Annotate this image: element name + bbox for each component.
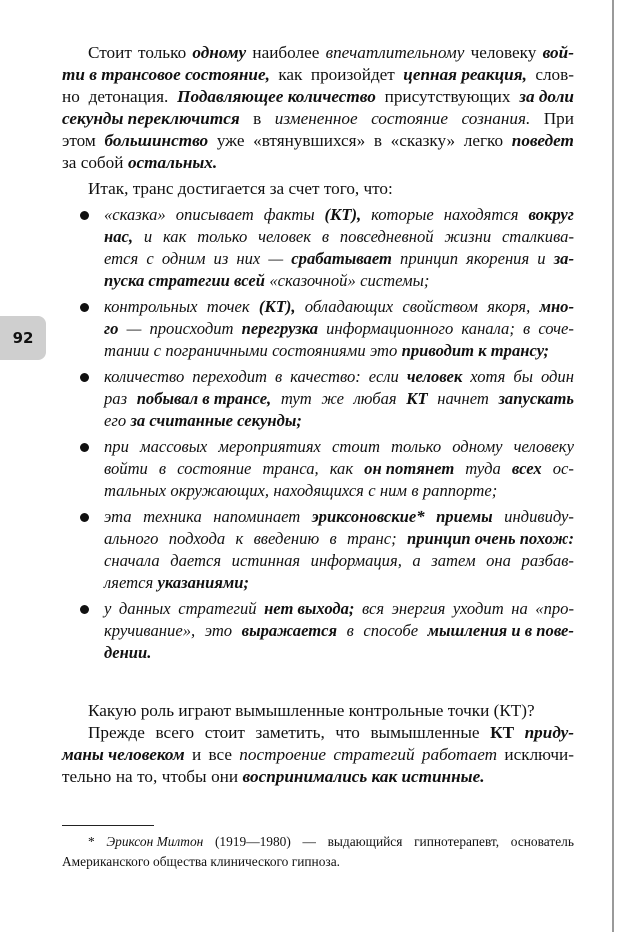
word: как	[329, 459, 354, 478]
bullet-line	[104, 340, 574, 362]
paragraph-line	[62, 766, 574, 788]
word: Стоит	[88, 43, 132, 62]
word: разбав-	[521, 551, 574, 570]
word: из	[213, 249, 229, 268]
word: системы;	[360, 271, 430, 290]
word: срабатывает	[291, 249, 392, 268]
word: мероприятиях	[218, 437, 321, 456]
word: дается	[170, 551, 222, 570]
word: состояние	[371, 109, 449, 128]
word: повседневной	[339, 227, 434, 246]
word: истинная	[231, 551, 301, 570]
word: она	[486, 551, 511, 570]
word: факты	[263, 205, 315, 224]
word: заметить,	[255, 723, 325, 742]
word: только	[391, 437, 442, 456]
word: находятся	[443, 205, 519, 224]
word: тельно	[62, 767, 112, 786]
word: за-	[553, 249, 574, 268]
word: данных	[118, 599, 171, 618]
word: ется	[104, 249, 139, 268]
bullet-line	[104, 572, 574, 594]
word: состояние	[177, 459, 252, 478]
paragraph-line	[62, 64, 574, 86]
word: уходит	[452, 599, 504, 618]
word: «про-	[535, 599, 574, 618]
word: (КТ),	[324, 205, 362, 224]
word: с	[153, 341, 161, 360]
word: что	[335, 723, 360, 742]
word: якорения	[466, 249, 530, 268]
word: к	[235, 529, 244, 548]
word: мышления и в пове-	[427, 621, 574, 640]
word: При	[543, 109, 574, 128]
word: «сказка»	[104, 205, 166, 224]
word: выдающийся	[327, 834, 403, 849]
word: якоря,	[487, 297, 531, 316]
word: ти в трансовое состояние,	[62, 65, 270, 84]
word: основатель	[510, 834, 574, 849]
word: построение	[239, 745, 327, 764]
word: транс;	[346, 529, 397, 548]
bullet-line	[104, 270, 574, 292]
word: работает	[421, 745, 498, 764]
word: в	[253, 109, 262, 128]
bullet-line	[104, 528, 574, 550]
bullet-line	[104, 410, 574, 432]
word: приду-	[524, 723, 574, 742]
word: —	[302, 834, 316, 849]
word: указаниями;	[157, 573, 250, 592]
bullet-line	[104, 506, 574, 528]
word: находящихся	[273, 481, 364, 500]
word: пуска стратегии всей	[104, 271, 265, 290]
bullet-dot	[80, 443, 89, 452]
word: человеку	[513, 437, 574, 456]
word: в	[411, 481, 419, 500]
word: и	[191, 745, 202, 764]
word: го	[104, 319, 119, 338]
word: вой-	[542, 43, 574, 62]
word: дении.	[104, 643, 152, 662]
word: чтобы	[161, 767, 207, 786]
word: нас,	[104, 227, 134, 246]
word: и	[143, 227, 153, 246]
word: цепная реакция,	[403, 65, 527, 84]
word: подхода	[168, 529, 226, 548]
paragraph-line	[62, 152, 574, 174]
word: это	[369, 341, 398, 360]
word: всего	[155, 723, 195, 742]
page-number-tab	[0, 316, 46, 360]
question-line: Какую роль играют вымышленные контрольные точки (КТ)?	[88, 701, 535, 720]
word: кручивание»,	[104, 621, 196, 640]
word: за считанные секунды;	[130, 411, 302, 430]
paragraph-line	[88, 42, 574, 64]
word: Прежде	[88, 723, 145, 742]
word: выражается	[241, 621, 338, 640]
word: побывал в трансе,	[136, 389, 272, 408]
word: же	[321, 389, 344, 408]
word: это	[204, 621, 233, 640]
word: наиболее	[252, 43, 320, 62]
word: измененное	[274, 109, 358, 128]
bullet-line	[104, 458, 574, 480]
bullet-line	[104, 550, 574, 572]
word: напоминает	[213, 507, 301, 526]
word: но	[62, 87, 80, 106]
word: его	[104, 411, 127, 430]
word: способе	[363, 621, 419, 640]
word: в	[373, 131, 382, 150]
word: КТ	[490, 723, 515, 742]
word: как	[162, 227, 187, 246]
word: (1919—1980)	[214, 834, 291, 849]
word: в	[321, 227, 330, 246]
word: стратегий	[178, 599, 257, 618]
word: приводит к трансу;	[401, 341, 549, 360]
word: «сказочной»	[269, 271, 356, 290]
bullet-line	[104, 296, 574, 318]
word: —	[126, 319, 142, 338]
word: обладающих	[304, 297, 394, 316]
word: приемы	[436, 507, 493, 526]
word: этом	[62, 131, 96, 150]
bullet-dot	[80, 513, 89, 522]
word: гипнотерапевт,	[414, 834, 500, 849]
word: Эриксон Милтон	[106, 834, 204, 849]
word: присутствующих	[384, 87, 511, 106]
footnote-line	[62, 853, 574, 871]
word: на	[511, 599, 528, 618]
word: описывает	[175, 205, 254, 224]
word: начнет	[437, 389, 489, 408]
word: эта	[104, 507, 132, 526]
word: ним	[379, 481, 408, 500]
word: у	[104, 599, 112, 618]
word: всех	[511, 459, 542, 478]
word: он потянет	[364, 459, 455, 478]
word: воспринимались как истинные.	[242, 767, 485, 786]
word: Подавляющее количество	[177, 87, 376, 106]
word: принцип очень похож:	[407, 529, 574, 548]
bullet-line	[104, 248, 574, 270]
word: качество:	[290, 367, 361, 386]
word: одним	[161, 249, 206, 268]
bullet-dot	[80, 303, 89, 312]
word: контрольных	[104, 297, 198, 316]
bullet-dot	[80, 605, 89, 614]
word: и	[537, 249, 546, 268]
word: жизни	[444, 227, 492, 246]
paragraph-line	[62, 108, 574, 130]
word: точек	[206, 297, 250, 316]
word: (КТ),	[258, 297, 296, 316]
word: стоит	[204, 723, 245, 742]
word: человеку	[470, 43, 537, 62]
word: сочe-	[538, 319, 574, 338]
word: любая	[353, 389, 397, 408]
word: пограничными	[165, 341, 268, 360]
paragraph-line	[62, 744, 574, 766]
paragraph-line	[62, 130, 574, 152]
word: состояниями	[272, 341, 366, 360]
word: техника	[143, 507, 202, 526]
word: тании	[104, 341, 150, 360]
word: в	[275, 367, 283, 386]
word: индивиду-	[504, 507, 574, 526]
word: все	[208, 745, 232, 764]
word: Американского общества клинического гипноза.	[62, 854, 340, 869]
word: если	[368, 367, 399, 386]
word: ального	[104, 529, 159, 548]
bullet-line	[104, 318, 574, 340]
word: *	[88, 834, 95, 849]
word: «втянувшихся»	[253, 131, 366, 150]
word: них	[236, 249, 261, 268]
paragraph-line	[62, 86, 574, 108]
word: маны человеком	[62, 745, 185, 764]
word: хотя	[470, 367, 506, 386]
word: раппорте;	[422, 481, 498, 500]
word: детонация.	[88, 87, 169, 106]
word: секунды переключится	[62, 109, 240, 128]
word: только	[197, 227, 248, 246]
word: происходит	[149, 319, 234, 338]
word: введению	[253, 529, 320, 548]
bullet-line	[104, 388, 574, 410]
word: транса,	[262, 459, 319, 478]
word: перегрузка	[241, 319, 318, 338]
word: только	[138, 43, 187, 62]
word: ляется	[104, 573, 154, 592]
word: затем	[431, 551, 476, 570]
word: стоит	[332, 437, 380, 456]
word: раз	[104, 389, 128, 408]
word: принцип	[400, 249, 459, 268]
word: сталкива-	[501, 227, 574, 246]
word: с	[146, 249, 154, 268]
word: слов-	[535, 65, 574, 84]
word: бы	[513, 367, 533, 386]
word: которые	[371, 205, 434, 224]
word: войти	[104, 459, 148, 478]
bullet-line	[104, 436, 574, 458]
footnote-separator	[62, 825, 154, 826]
footnote-line	[88, 833, 574, 851]
word: «сказку»	[390, 131, 456, 150]
word: как	[278, 65, 303, 84]
bullet-line	[104, 642, 574, 664]
word: в	[346, 621, 354, 640]
word: нет выхода;	[264, 599, 355, 618]
word: мно-	[539, 297, 574, 316]
word: одному	[452, 437, 503, 456]
bullet-line	[104, 226, 574, 248]
word: в	[329, 529, 337, 548]
word: КТ	[406, 389, 428, 408]
word: уже	[216, 131, 245, 150]
word: поведет	[511, 131, 574, 150]
word: большинство	[104, 131, 209, 150]
word: количество	[104, 367, 185, 386]
word: информация,	[310, 551, 402, 570]
bullet-line	[104, 620, 574, 642]
word: ос-	[552, 459, 574, 478]
word: произойдет	[310, 65, 395, 84]
word: свойством	[402, 297, 478, 316]
page-edge-shadow	[612, 0, 614, 932]
intro-line: Итак, транс достигается за счет того, что:	[88, 179, 393, 198]
word: одному	[192, 43, 247, 62]
word: тальных	[104, 481, 167, 500]
word: с	[368, 481, 376, 500]
word: один	[540, 367, 574, 386]
bullet-line	[104, 366, 574, 388]
bullet-dot	[80, 373, 89, 382]
word: в	[522, 319, 531, 338]
word: переходит	[192, 367, 268, 386]
word: туда	[465, 459, 501, 478]
word: энергия	[391, 599, 446, 618]
word: стратегий	[333, 745, 415, 764]
word: человек	[258, 227, 312, 246]
word: вся	[361, 599, 385, 618]
word: окружающих,	[170, 481, 270, 500]
word: легко	[463, 131, 504, 150]
word: на	[115, 767, 133, 786]
word: вокруг	[528, 205, 574, 224]
word: то,	[137, 767, 158, 786]
bullet-line	[104, 598, 574, 620]
word: в	[158, 459, 167, 478]
word: впечатлительному	[325, 43, 465, 62]
word: за собой	[62, 153, 124, 172]
page-number: 92	[12, 329, 34, 347]
word: исключи-	[504, 745, 574, 764]
bullet-line	[104, 480, 574, 502]
word: канала;	[461, 319, 515, 338]
word: эриксоновские*	[311, 507, 425, 526]
word: остальных.	[127, 153, 218, 172]
word: сознания.	[461, 109, 531, 128]
bullet-line	[104, 204, 574, 226]
word: тут	[280, 389, 312, 408]
word: —	[268, 249, 284, 268]
word: сначала	[104, 551, 160, 570]
word: они	[211, 767, 239, 786]
word: вымышленные	[370, 723, 480, 742]
word: запускать	[498, 389, 574, 408]
word: за доли	[519, 87, 574, 106]
word: человек	[406, 367, 463, 386]
word: а	[412, 551, 421, 570]
paragraph-line	[88, 722, 574, 744]
word: информационного	[326, 319, 454, 338]
word: при	[104, 437, 129, 456]
word: массовых	[139, 437, 208, 456]
bullet-dot	[80, 211, 89, 220]
